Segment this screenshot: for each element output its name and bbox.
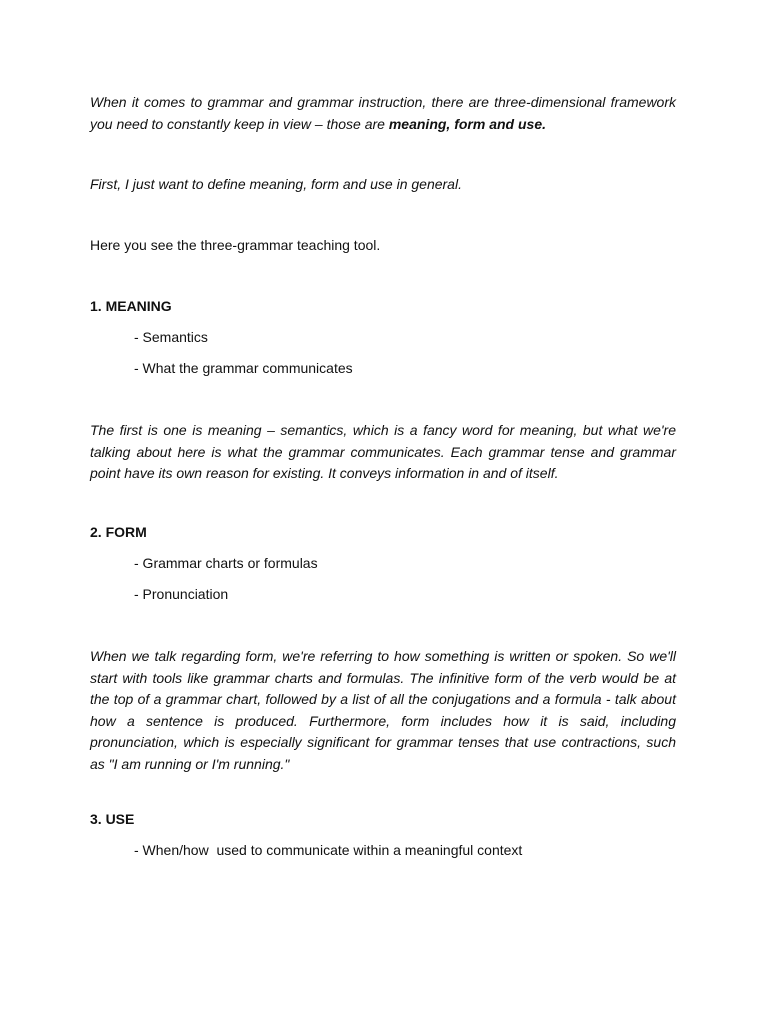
form-paragraph: When we talk regarding form, we're referring to how something is written or spoken. So we'll start with tools like grammar charts and formulas. The infinitive form of the verb would be at the top of a grammar chart, followed by a list of all the conjugations and a formula - talk about how a sentence is produced. Furthermore, form includes how it is said, including pronunciation, which is especially significant for grammar tenses that use contractions, such as "I am running or I'm running." bbox=[90, 648, 676, 772]
section-heading-meaning: 1. MEANING bbox=[90, 298, 172, 314]
section-heading-use: 3. USE bbox=[90, 811, 135, 827]
tool-line: Here you see the three-grammar teaching tool. bbox=[90, 237, 381, 253]
bullet-pronunciation: - Pronunciation bbox=[134, 586, 229, 602]
meaning-paragraph: The first is one is meaning – semantics, which is a fancy word for meaning, but what we're talking about here is what the grammar communicates. Each grammar tense and grammar point have its own reason for existing. It conveys information in and of itself. bbox=[90, 422, 676, 481]
intro-emphasis: meaning, form and use. bbox=[388, 115, 546, 132]
bullet-semantics: - Semantics bbox=[134, 329, 208, 345]
intro-text: When it comes to grammar and grammar instruction, there are three-dimensional framework you need to constantly keep in view – those are bbox=[90, 94, 676, 132]
section-heading-form: 2. FORM bbox=[90, 524, 147, 540]
bullet-grammar-charts: - Grammar charts or formulas bbox=[134, 555, 318, 571]
bullet-when-how: - When/how used to communicate within a meaningful context bbox=[134, 842, 523, 858]
intro-paragraph bbox=[90, 92, 676, 135]
bullet-what-communicates: - What the grammar communicates bbox=[134, 360, 353, 376]
define-line: First, I just want to define meaning, form and use in general. bbox=[90, 176, 462, 192]
